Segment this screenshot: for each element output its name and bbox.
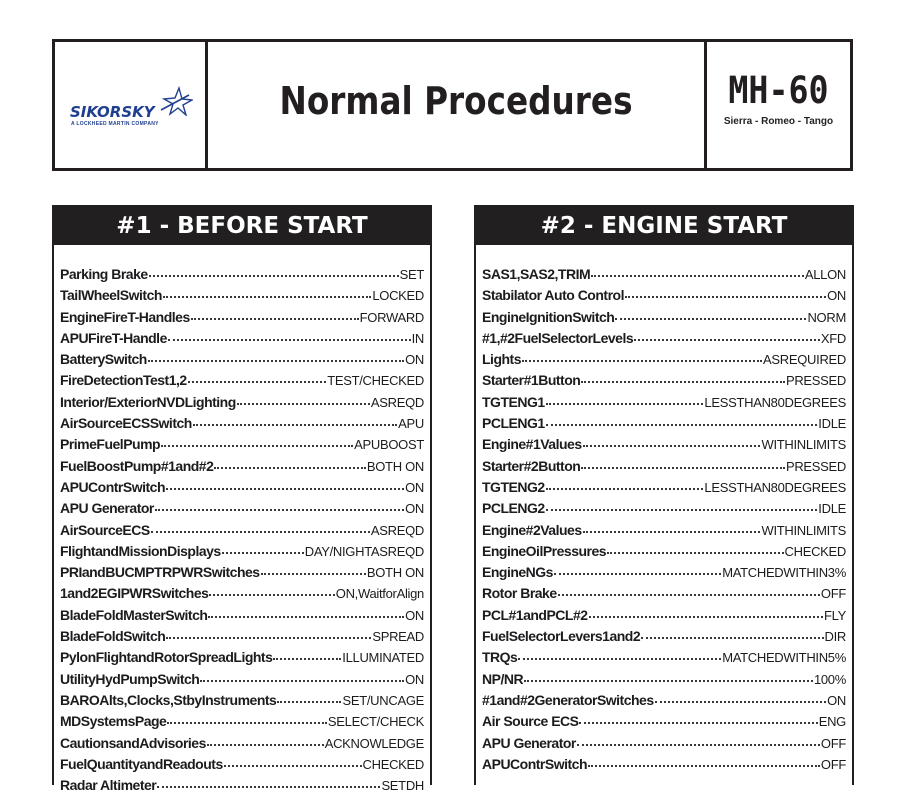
dot-leader bbox=[188, 378, 327, 383]
dot-leader bbox=[583, 442, 761, 447]
dot-leader bbox=[273, 655, 341, 660]
dot-leader bbox=[546, 506, 818, 511]
dot-leader bbox=[191, 315, 359, 320]
checklist-row bbox=[60, 649, 424, 670]
checklist-item-label: PCL#1andPCL#2 bbox=[482, 606, 588, 623]
checklist-item-value: CHECKED bbox=[784, 543, 846, 559]
checklist-row bbox=[482, 585, 846, 606]
dot-leader bbox=[200, 677, 404, 682]
checklist-row bbox=[482, 713, 846, 734]
checklist-item-label: Lights bbox=[482, 351, 521, 368]
checklist-row bbox=[482, 458, 846, 479]
logo-tagline: A LOCKHEED MARTIN COMPANY bbox=[71, 121, 159, 127]
checklist-row bbox=[60, 394, 424, 415]
checklist-row bbox=[482, 351, 846, 372]
checklist-row bbox=[60, 436, 424, 457]
checklist-item-value: IDLE bbox=[818, 501, 846, 517]
dot-leader bbox=[546, 400, 704, 405]
checklist-item-value: ON,WaitforAlign bbox=[335, 586, 424, 602]
checklist-item-value: SPREAD bbox=[372, 629, 424, 645]
checklist-item-value: FORWARD bbox=[359, 309, 424, 325]
checklist-item-label: APUContrSwitch bbox=[60, 478, 165, 495]
checklist-item-label: NP/NR bbox=[482, 670, 524, 687]
checklist-row bbox=[482, 607, 846, 628]
dot-leader bbox=[581, 378, 785, 383]
checklist-row bbox=[60, 500, 424, 521]
dot-leader bbox=[546, 421, 818, 426]
dot-leader bbox=[261, 570, 366, 575]
checklist-item-label: Engine#1Values bbox=[482, 436, 582, 453]
dot-leader bbox=[588, 762, 820, 767]
checklist-row bbox=[482, 564, 846, 585]
checklist bbox=[60, 266, 424, 798]
dot-leader bbox=[655, 698, 826, 703]
checklist-row bbox=[482, 479, 846, 500]
dot-leader bbox=[591, 272, 804, 277]
checklist-row bbox=[60, 671, 424, 692]
checklist-item-value: PRESSED bbox=[785, 458, 846, 474]
dot-leader bbox=[237, 400, 370, 405]
checklist-row bbox=[60, 628, 424, 649]
checklist-row bbox=[482, 394, 846, 415]
dot-leader bbox=[149, 272, 399, 277]
checklist-item-value: XFD bbox=[820, 330, 846, 346]
checklist-item-value: APU bbox=[398, 416, 424, 432]
checklist-row bbox=[482, 671, 846, 692]
checklist-item-label: PrimeFuelPump bbox=[60, 436, 161, 453]
checklist-item-label: APU Generator bbox=[482, 734, 576, 751]
checklist bbox=[482, 266, 846, 777]
checklist-item-label: Rotor Brake bbox=[482, 585, 557, 602]
checklist-item-label: EngineFireT-Handles bbox=[60, 308, 190, 325]
dot-leader bbox=[615, 315, 806, 320]
dot-leader bbox=[168, 336, 411, 341]
checklist-row bbox=[60, 756, 424, 777]
checklist-row bbox=[482, 287, 846, 308]
checklist-item-label: FlightandMissionDisplays bbox=[60, 542, 221, 559]
checklist-item-value: ON bbox=[405, 479, 424, 495]
checklist-item-label: AirSourceECS bbox=[60, 521, 150, 538]
checklist-item-value: ON bbox=[827, 692, 846, 708]
checklist-item-value: LOCKED bbox=[372, 288, 424, 304]
checklist-item-label: PylonFlightandRotorSpreadLights bbox=[60, 649, 273, 666]
dot-leader bbox=[214, 464, 366, 469]
dot-leader bbox=[277, 698, 341, 703]
checklist-item-value: ON bbox=[405, 501, 424, 517]
dot-leader bbox=[558, 591, 820, 596]
checklist-item-value: ENG bbox=[818, 714, 846, 730]
dot-leader bbox=[634, 336, 820, 341]
aircraft-model: MH-60 bbox=[728, 69, 829, 112]
checklist-item-label: BatterySwitch bbox=[60, 351, 147, 368]
dot-leader bbox=[581, 464, 785, 469]
checklist-item-value: IN bbox=[411, 330, 424, 346]
section-engine-start bbox=[474, 205, 854, 785]
checklist-item-value: ASREQD bbox=[370, 522, 424, 538]
dot-leader bbox=[579, 719, 817, 724]
dot-leader bbox=[554, 570, 721, 575]
checklist-item-value: WITHINLIMITS bbox=[761, 522, 846, 538]
checklist-item-value: SETDH bbox=[381, 778, 424, 794]
checklist-item-label: Starter#1Button bbox=[482, 372, 581, 389]
dot-leader bbox=[224, 762, 362, 767]
checklist-item-label: FuelBoostPump#1and#2 bbox=[60, 457, 214, 474]
checklist-item-value: PRESSED bbox=[785, 373, 846, 389]
checklist-item-value: LESSTHAN80DEGREES bbox=[704, 394, 846, 410]
checklist-item-label: EngineOilPressures bbox=[482, 542, 607, 559]
checklist-item-value: ON bbox=[405, 671, 424, 687]
checklist-row bbox=[60, 585, 424, 606]
checklist-row bbox=[60, 607, 424, 628]
page-title: Normal Procedures bbox=[279, 79, 633, 123]
dot-leader bbox=[641, 634, 823, 639]
section-title: #1 - BEFORE START bbox=[54, 205, 430, 245]
checklist-item-label: FuelQuantityandReadouts bbox=[60, 755, 223, 772]
checklist-item-value: OFF bbox=[820, 735, 846, 751]
checklist-item-label: Air Source ECS bbox=[482, 713, 579, 730]
checklist-item-value: APUBOOST bbox=[354, 437, 424, 453]
checklist-item-value: NORM bbox=[807, 309, 846, 325]
checklist-row bbox=[60, 735, 424, 756]
dot-leader bbox=[161, 442, 353, 447]
checklist-item-label: TailWheelSwitch bbox=[60, 287, 162, 304]
checklist-row bbox=[60, 777, 424, 798]
checklist-item-label: BladeFoldSwitch bbox=[60, 628, 166, 645]
section-title: #2 - ENGINE START bbox=[476, 205, 852, 245]
dot-leader bbox=[163, 293, 371, 298]
dot-leader bbox=[151, 528, 370, 533]
checklist-row bbox=[482, 543, 846, 564]
dot-leader bbox=[207, 741, 324, 746]
checklist-row bbox=[482, 266, 846, 287]
dot-leader bbox=[583, 528, 761, 533]
checklist-item-label: TGTENG1 bbox=[482, 393, 545, 410]
checklist-row bbox=[60, 287, 424, 308]
checklist-row bbox=[482, 500, 846, 521]
checklist-row bbox=[60, 372, 424, 393]
checklist-item-label: FireDetectionTest1,2 bbox=[60, 372, 187, 389]
checklist-row bbox=[482, 436, 846, 457]
checklist-item-label: PCLENG1 bbox=[482, 415, 545, 432]
checklist-row bbox=[60, 309, 424, 330]
checklist-row bbox=[60, 692, 424, 713]
checklist-item-label: Engine#2Values bbox=[482, 521, 582, 538]
dot-leader bbox=[522, 357, 762, 362]
checklist-item-value: SET bbox=[399, 267, 424, 282]
checklist-item-value: SELECT/CHECK bbox=[327, 714, 424, 730]
checklist-row bbox=[60, 479, 424, 500]
checklist-row bbox=[60, 713, 424, 734]
dot-leader bbox=[546, 485, 704, 490]
checklist-item-value: ILLUMINATED bbox=[342, 650, 424, 666]
checklist-row bbox=[60, 415, 424, 436]
checklist-item-value: MATCHEDWITHIN5% bbox=[722, 650, 846, 666]
dot-leader bbox=[166, 634, 371, 639]
header-banner bbox=[52, 39, 853, 171]
dot-leader bbox=[524, 677, 813, 682]
dot-leader bbox=[193, 421, 397, 426]
section-before-start bbox=[52, 205, 432, 794]
dot-leader bbox=[155, 506, 404, 511]
checklist-item-label: Interior/ExteriorNVDLighting bbox=[60, 393, 236, 410]
dot-leader bbox=[589, 613, 823, 618]
checklist-row bbox=[482, 330, 846, 351]
checklist-item-value: BOTH ON bbox=[366, 458, 424, 474]
checklist-row bbox=[482, 649, 846, 670]
checklist-item-value: WITHINLIMITS bbox=[761, 437, 846, 453]
checklist-item-label: CautionsandAdvisories bbox=[60, 734, 206, 751]
checklist-item-label: #1and#2GeneratorSwitches bbox=[482, 691, 654, 708]
checklist-item-label: BAROAlts,Clocks,StbyInstruments bbox=[60, 691, 277, 708]
checklist-item-label: PCLENG2 bbox=[482, 500, 545, 517]
checklist-item-label: APUContrSwitch bbox=[482, 755, 587, 772]
checklist-row bbox=[482, 692, 846, 713]
checklist-item-label: Radar Altimeter bbox=[60, 777, 157, 794]
checklist-item-value: LESSTHAN80DEGREES bbox=[704, 479, 846, 495]
checklist-row bbox=[482, 372, 846, 393]
checklist-item-label: PRIandBUCMPTRPWRSwitches bbox=[60, 564, 260, 581]
checklist-item-value: ASREQD bbox=[370, 394, 424, 410]
checklist-item-label: TGTENG2 bbox=[482, 478, 545, 495]
checklist-item-label: AirSourceECSSwitch bbox=[60, 415, 192, 432]
dot-leader bbox=[222, 549, 304, 554]
checklist-item-value: ON bbox=[827, 288, 846, 304]
checklist-item-label: Starter#2Button bbox=[482, 457, 581, 474]
checklist-item-label: EngineIgnitionSwitch bbox=[482, 308, 615, 325]
checklist-row bbox=[60, 458, 424, 479]
checklist-item-value: DIR bbox=[824, 629, 846, 645]
checklist-item-value: ASREQUIRED bbox=[763, 352, 846, 368]
checklist-item-label: Stabilator Auto Control bbox=[482, 287, 624, 304]
checklist-row bbox=[482, 415, 846, 436]
checklist-item-label: EngineNGs bbox=[482, 564, 553, 581]
checklist-row bbox=[60, 564, 424, 585]
aircraft-variants: Sierra - Romeo - Tango bbox=[723, 116, 834, 127]
checklist-item-value: OFF bbox=[820, 586, 846, 602]
checklist-item-value: SET/UNCAGE bbox=[342, 692, 424, 708]
dot-leader bbox=[157, 783, 380, 788]
checklist-item-value: BOTH ON bbox=[366, 565, 424, 581]
checklist-item-value: ON bbox=[405, 607, 424, 623]
logo-cell bbox=[55, 42, 208, 168]
checklist-item-value: TEST/CHECKED bbox=[327, 373, 424, 389]
checklist-item-value: ON bbox=[405, 352, 424, 368]
checklist-item-value: ALLON bbox=[804, 267, 846, 282]
checklist-item-value: OFF bbox=[820, 756, 846, 772]
checklist-row bbox=[482, 628, 846, 649]
checklist-row bbox=[60, 543, 424, 564]
dot-leader bbox=[208, 613, 404, 618]
checklist-item-label: TRQs bbox=[482, 649, 518, 666]
checklist-item-label: APU Generator bbox=[60, 500, 154, 517]
checklist-item-value: DAY/NIGHTASREQD bbox=[304, 543, 424, 559]
logo-wordmark: SIKORSKY bbox=[70, 103, 155, 121]
checklist-item-label: MDSystemsPage bbox=[60, 713, 167, 730]
dot-leader bbox=[518, 655, 721, 660]
dot-leader bbox=[607, 549, 783, 554]
checklist-item-label: SAS1,SAS2,TRIM bbox=[482, 266, 591, 282]
checklist-row bbox=[60, 351, 424, 372]
checklist-row bbox=[60, 330, 424, 351]
sikorsky-star-icon bbox=[159, 86, 193, 116]
dot-leader bbox=[209, 591, 334, 596]
checklist-row bbox=[60, 266, 424, 287]
dot-leader bbox=[577, 741, 820, 746]
checklist-item-value: 100% bbox=[813, 671, 846, 687]
checklist-row bbox=[482, 522, 846, 543]
title-cell bbox=[208, 42, 707, 168]
checklist-item-label: UtilityHydPumpSwitch bbox=[60, 670, 200, 687]
dot-leader bbox=[625, 293, 826, 298]
checklist-item-value: MATCHEDWITHIN3% bbox=[722, 565, 846, 581]
checklist-item-label: FuelSelectorLevers1and2 bbox=[482, 628, 641, 645]
checklist-item-label: 1and2EGIPWRSwitches bbox=[60, 585, 209, 602]
checklist-item-label: APUFireT-Handle bbox=[60, 329, 167, 346]
checklist-row bbox=[482, 756, 846, 777]
dot-leader bbox=[166, 485, 404, 490]
dot-leader bbox=[167, 719, 327, 724]
checklist-item-value: IDLE bbox=[818, 416, 846, 432]
checklist-item-label: BladeFoldMasterSwitch bbox=[60, 606, 208, 623]
checklist-item-value: CHECKED bbox=[362, 756, 424, 772]
checklist-item-value: FLY bbox=[824, 607, 846, 623]
checklist-row bbox=[60, 522, 424, 543]
checklist-item-value: ACKNOWLEDGE bbox=[324, 735, 424, 751]
checklist-item-label: Parking Brake bbox=[60, 266, 148, 282]
checklist-item-label: #1,#2FuelSelectorLevels bbox=[482, 329, 634, 346]
dot-leader bbox=[148, 357, 404, 362]
checklist-row bbox=[482, 309, 846, 330]
checklist-row bbox=[482, 735, 846, 756]
model-cell bbox=[707, 42, 850, 168]
